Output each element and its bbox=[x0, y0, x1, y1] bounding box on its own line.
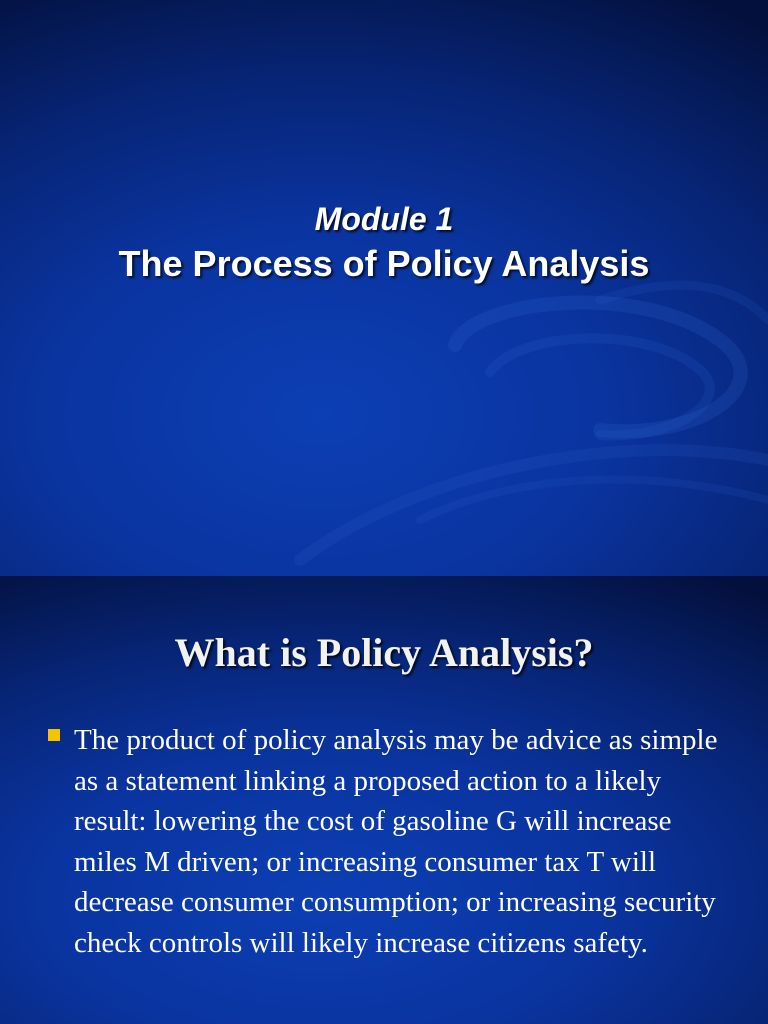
bullet-item bbox=[46, 720, 726, 963]
title-block bbox=[0, 198, 768, 288]
bullet-list bbox=[46, 720, 726, 963]
bullet-text: The product of policy analysis may be advice as simple as a statement linking a proposed action to a likely result: lowering the cost of gasoline G will increase miles M driven; or increasing consumer tax T will decrease consumer consumption; or increasing security check controls will likely increase citizens safety. bbox=[74, 724, 718, 959]
square-bullet-icon bbox=[48, 729, 60, 741]
module-label: Module 1 bbox=[314, 201, 454, 237]
slide-title: The Process of Policy Analysis bbox=[118, 243, 650, 284]
content-slide bbox=[0, 576, 768, 1024]
slide-heading: What is Policy Analysis? bbox=[174, 630, 594, 675]
